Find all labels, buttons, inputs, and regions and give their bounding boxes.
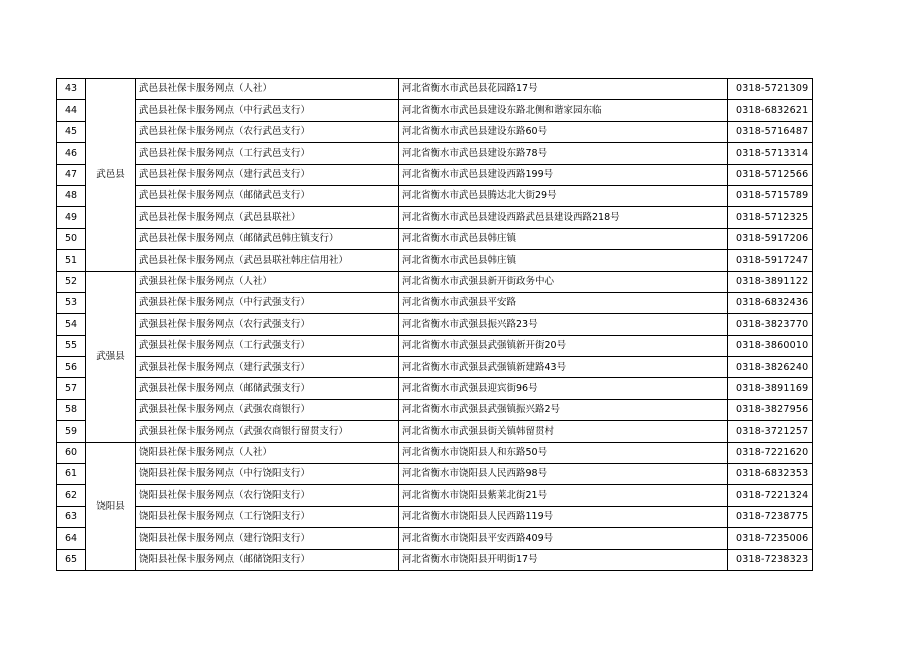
phone-number: 0318-3891169 (728, 378, 813, 399)
address: 河北省衡水市武强县平安路 (399, 292, 728, 313)
row-number: 51 (57, 250, 86, 271)
table-row (57, 100, 813, 121)
phone-number: 0318-7238775 (728, 506, 813, 527)
table-row (57, 464, 813, 485)
service-point-name: 武强县社保卡服务网点（武强农商银行） (136, 399, 399, 420)
phone-number: 0318-5716487 (728, 121, 813, 142)
phone-number: 0318-6832436 (728, 292, 813, 313)
row-number: 45 (57, 121, 86, 142)
address: 河北省衡水市武强县武强镇新建路43号 (399, 357, 728, 378)
county-cell: 饶阳县 (86, 442, 136, 570)
service-point-name: 武邑县社保卡服务网点（中行武邑支行） (136, 100, 399, 121)
address: 河北省衡水市武邑县花园路17号 (399, 79, 728, 100)
phone-number: 0318-5712566 (728, 164, 813, 185)
service-point-name: 武强县社保卡服务网点（工行武强支行） (136, 335, 399, 356)
row-number: 44 (57, 100, 86, 121)
service-point-name: 武邑县社保卡服务网点（武邑县联社） (136, 207, 399, 228)
table-row (57, 335, 813, 356)
table-row (57, 399, 813, 420)
address: 河北省衡水市饶阳县紫莱北街21号 (399, 485, 728, 506)
table-row (57, 378, 813, 399)
phone-number: 0318-5715789 (728, 185, 813, 206)
service-point-name: 武强县社保卡服务网点（人社） (136, 271, 399, 292)
service-point-name: 武强县社保卡服务网点（农行武强支行） (136, 314, 399, 335)
row-number: 53 (57, 292, 86, 313)
address: 河北省衡水市武邑县韩庄镇 (399, 228, 728, 249)
table-row (57, 79, 813, 100)
address: 河北省衡水市武强县新开街政务中心 (399, 271, 728, 292)
table-row (57, 185, 813, 206)
address: 河北省衡水市饶阳县人民西路98号 (399, 464, 728, 485)
row-number: 54 (57, 314, 86, 335)
table-row (57, 442, 813, 463)
service-points-table (56, 78, 813, 571)
address: 河北省衡水市饶阳县开明街17号 (399, 549, 728, 570)
address: 河北省衡水市武邑县腾达北大街29号 (399, 185, 728, 206)
phone-number: 0318-5721309 (728, 79, 813, 100)
table-row (57, 121, 813, 142)
address: 河北省衡水市武强县振兴路23号 (399, 314, 728, 335)
phone-number: 0318-5712325 (728, 207, 813, 228)
table-row (57, 164, 813, 185)
phone-number: 0318-6832353 (728, 464, 813, 485)
service-point-name: 武邑县社保卡服务网点（邮储武邑支行） (136, 185, 399, 206)
address: 河北省衡水市饶阳县人民西路119号 (399, 506, 728, 527)
table-row (57, 143, 813, 164)
table-row (57, 421, 813, 442)
row-number: 57 (57, 378, 86, 399)
phone-number: 0318-5917247 (728, 250, 813, 271)
address: 河北省衡水市武邑县韩庄镇 (399, 250, 728, 271)
row-number: 56 (57, 357, 86, 378)
row-number: 46 (57, 143, 86, 164)
address: 河北省衡水市武强县街关镇韩留贯村 (399, 421, 728, 442)
phone-number: 0318-3860010 (728, 335, 813, 356)
address: 河北省衡水市武邑县建设西路武邑县建设西路218号 (399, 207, 728, 228)
row-number: 65 (57, 549, 86, 570)
phone-number: 0318-3891122 (728, 271, 813, 292)
sheet (56, 78, 813, 571)
row-number: 52 (57, 271, 86, 292)
service-point-name: 武邑县社保卡服务网点（农行武邑支行） (136, 121, 399, 142)
phone-number: 0318-7221324 (728, 485, 813, 506)
address: 河北省衡水市饶阳县人和东路50号 (399, 442, 728, 463)
table-body (57, 79, 813, 571)
service-point-name: 饶阳县社保卡服务网点（农行饶阳支行） (136, 485, 399, 506)
row-number: 60 (57, 442, 86, 463)
service-point-name: 武邑县社保卡服务网点（工行武邑支行） (136, 143, 399, 164)
service-point-name: 武强县社保卡服务网点（建行武强支行） (136, 357, 399, 378)
county-cell: 武邑县 (86, 79, 136, 272)
phone-number: 0318-3721257 (728, 421, 813, 442)
phone-number: 0318-6832621 (728, 100, 813, 121)
phone-number: 0318-3823770 (728, 314, 813, 335)
row-number: 61 (57, 464, 86, 485)
row-number: 63 (57, 506, 86, 527)
phone-number: 0318-7238323 (728, 549, 813, 570)
row-number: 43 (57, 79, 86, 100)
service-point-name: 饶阳县社保卡服务网点（工行饶阳支行） (136, 506, 399, 527)
service-point-name: 武邑县社保卡服务网点（建行武邑支行） (136, 164, 399, 185)
table-row (57, 549, 813, 570)
row-number: 55 (57, 335, 86, 356)
service-point-name: 武邑县社保卡服务网点（人社） (136, 79, 399, 100)
row-number: 62 (57, 485, 86, 506)
address: 河北省衡水市武强县迎宾街96号 (399, 378, 728, 399)
service-point-name: 饶阳县社保卡服务网点（建行饶阳支行） (136, 528, 399, 549)
table-row (57, 506, 813, 527)
row-number: 50 (57, 228, 86, 249)
service-point-name: 饶阳县社保卡服务网点（人社） (136, 442, 399, 463)
table-row (57, 228, 813, 249)
service-point-name: 饶阳县社保卡服务网点（中行饶阳支行） (136, 464, 399, 485)
phone-number: 0318-7221620 (728, 442, 813, 463)
row-number: 47 (57, 164, 86, 185)
address: 河北省衡水市武强县武强镇振兴路2号 (399, 399, 728, 420)
service-point-name: 饶阳县社保卡服务网点（邮储饶阳支行） (136, 549, 399, 570)
table-row (57, 485, 813, 506)
phone-number: 0318-5713314 (728, 143, 813, 164)
table-row (57, 250, 813, 271)
row-number: 48 (57, 185, 86, 206)
phone-number: 0318-3827956 (728, 399, 813, 420)
table-row (57, 292, 813, 313)
row-number: 64 (57, 528, 86, 549)
table-row (57, 207, 813, 228)
row-number: 59 (57, 421, 86, 442)
service-point-name: 武邑县社保卡服务网点（武邑县联社韩庄信用社） (136, 250, 399, 271)
county-cell: 武强县 (86, 271, 136, 442)
row-number: 58 (57, 399, 86, 420)
phone-number: 0318-7235006 (728, 528, 813, 549)
service-point-name: 武强县社保卡服务网点（中行武强支行） (136, 292, 399, 313)
table-row (57, 271, 813, 292)
phone-number: 0318-3826240 (728, 357, 813, 378)
address: 河北省衡水市武强县武强镇新开街20号 (399, 335, 728, 356)
table-row (57, 357, 813, 378)
address: 河北省衡水市武邑县建设西路199号 (399, 164, 728, 185)
address: 河北省衡水市武邑县建设东路北侧和谐家园东临 (399, 100, 728, 121)
service-point-name: 武强县社保卡服务网点（武强农商银行留贯支行） (136, 421, 399, 442)
phone-number: 0318-5917206 (728, 228, 813, 249)
address: 河北省衡水市武邑县建设东路78号 (399, 143, 728, 164)
address: 河北省衡水市饶阳县平安西路409号 (399, 528, 728, 549)
service-point-name: 武强县社保卡服务网点（邮储武强支行） (136, 378, 399, 399)
service-point-name: 武邑县社保卡服务网点（邮储武邑韩庄镇支行） (136, 228, 399, 249)
address: 河北省衡水市武邑县建设东路60号 (399, 121, 728, 142)
table-row (57, 314, 813, 335)
table-row (57, 528, 813, 549)
row-number: 49 (57, 207, 86, 228)
